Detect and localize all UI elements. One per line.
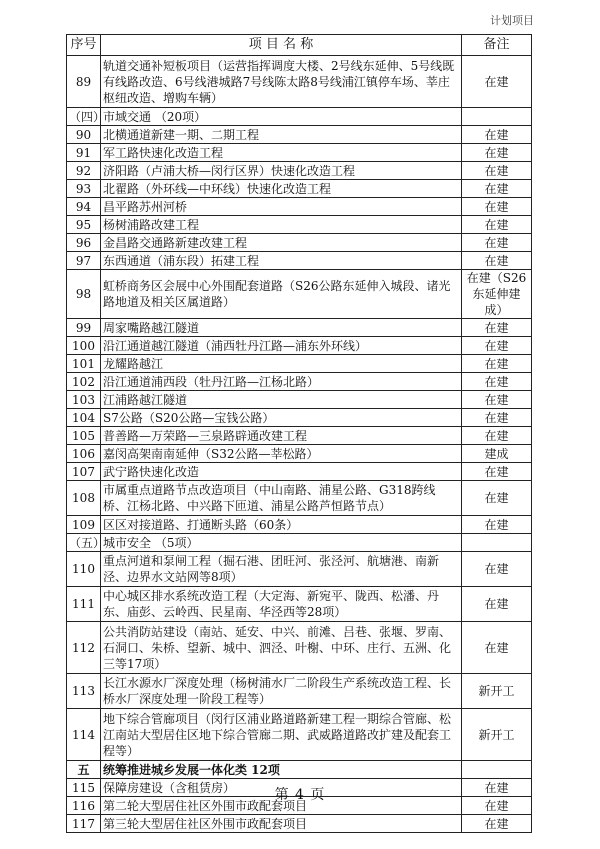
table-row: [67, 427, 532, 445]
row-item: 嘉闵高架南南延伸（S32公路—莘松路）: [101, 445, 462, 463]
row-note: 在建（S26东延伸建成）: [462, 270, 532, 319]
row-note: 在建: [462, 126, 532, 144]
row-item: 武宁路快速化改造: [101, 463, 462, 481]
row-note: 新开工: [462, 674, 532, 709]
row-number: 98: [67, 270, 101, 319]
row-note: 在建: [462, 409, 532, 427]
row-note: 在建: [462, 622, 532, 674]
row-number: 116: [67, 797, 101, 815]
row-item: 统筹推进城乡发展一体化类 12项: [101, 761, 462, 779]
row-number: 102: [67, 373, 101, 391]
table-row: [67, 198, 532, 216]
row-number: 111: [67, 587, 101, 622]
table-row: [67, 355, 532, 373]
row-number: 94: [67, 198, 101, 216]
row-item: 沿江通道越江隧道（浦西牡丹江路—浦东外环线）: [101, 337, 462, 355]
table-row: [67, 552, 532, 587]
row-note: 在建: [462, 56, 532, 108]
row-number: 101: [67, 355, 101, 373]
row-note: 在建: [462, 355, 532, 373]
table-row: [67, 216, 532, 234]
row-number: 90: [67, 126, 101, 144]
row-number: 96: [67, 234, 101, 252]
row-item: 济阳路（卢浦大桥—闵行区界）快速化改造工程: [101, 162, 462, 180]
page-number: 第 4 页: [274, 787, 326, 803]
row-number: 107: [67, 463, 101, 481]
project-table: [66, 34, 532, 833]
row-item: 杨树浦路改建工程: [101, 216, 462, 234]
row-note: 在建: [462, 162, 532, 180]
table-row: [67, 144, 532, 162]
row-item: 城市安全 （5项）: [101, 534, 462, 552]
header-item: 项 目 名 称: [101, 35, 462, 56]
row-number: 106: [67, 445, 101, 463]
table-row: [67, 534, 532, 552]
row-number: 93: [67, 180, 101, 198]
row-note: 在建: [462, 815, 532, 833]
row-note: 在建: [462, 144, 532, 162]
row-number: 112: [67, 622, 101, 674]
row-note: 在建: [462, 373, 532, 391]
row-note: 在建: [462, 234, 532, 252]
row-note: 在建: [462, 779, 532, 797]
row-note: 在建: [462, 391, 532, 409]
row-number: 100: [67, 337, 101, 355]
table-row: [67, 270, 532, 319]
row-number: （五）: [67, 534, 101, 552]
table-row: [67, 815, 532, 833]
row-note: 在建: [462, 516, 532, 534]
row-note: 在建: [462, 481, 532, 516]
row-number: 113: [67, 674, 101, 709]
row-item: 昌平路苏州河桥: [101, 198, 462, 216]
table-row: [67, 234, 532, 252]
table-row: [67, 761, 532, 779]
table-body: [67, 56, 532, 833]
row-number: 110: [67, 552, 101, 587]
table-row: [67, 180, 532, 198]
row-note: [462, 108, 532, 126]
table-row: [67, 126, 532, 144]
row-item: 地下综合管廊项目（闵行区浦业路道路新建工程一期综合管廊、松江南站大型居住区地下综合管廊二期、武威路道路改扩建及配套工程等）: [101, 709, 462, 761]
row-number: 99: [67, 319, 101, 337]
table-row: [67, 319, 532, 337]
row-number: （四）: [67, 108, 101, 126]
row-number: 115: [67, 779, 101, 797]
row-item: 区区对接道路、打通断头路（60条）: [101, 516, 462, 534]
row-note: 在建: [462, 463, 532, 481]
row-item: 虹桥商务区会展中心外围配套道路（S26公路东延伸入城段、诸光路地道及相关区属道路）: [101, 270, 462, 319]
row-item: 重点河道和泵闸工程（掘石港、团旺河、张泾河、航塘港、南新泾、边界水文站网等8项）: [101, 552, 462, 587]
row-number: 109: [67, 516, 101, 534]
table-row: [67, 162, 532, 180]
row-item: 北横通道新建一期、二期工程: [101, 126, 462, 144]
table-row: [67, 391, 532, 409]
row-number: 97: [67, 252, 101, 270]
row-number: 89: [67, 56, 101, 108]
row-number: 114: [67, 709, 101, 761]
row-item: 市域交通 （20项）: [101, 108, 462, 126]
table-row: [67, 445, 532, 463]
row-number: 92: [67, 162, 101, 180]
table-row: [67, 409, 532, 427]
row-item: 中心城区排水系统改造工程（大定海、新宛平、陇西、松潘、丹东、庙彭、云岭西、民星南、华泾西等28项）: [101, 587, 462, 622]
row-item: S7公路（S20公路—宝钱公路）: [101, 409, 462, 427]
table-row: [67, 516, 532, 534]
row-item: 第二轮大型居住社区外围市政配套项目: [101, 797, 462, 815]
row-note: 在建: [462, 427, 532, 445]
row-note: [462, 534, 532, 552]
row-item: 轨道交通补短板项目（运营指挥调度大楼、2号线东延伸、5号线既有线路改造、6号线港城路7号线陈太路8号线浦江镇停车场、莘庄枢纽改造、增购车辆）: [101, 56, 462, 108]
header-no: 序号: [67, 35, 101, 56]
table-row: [67, 373, 532, 391]
row-number: 五: [67, 761, 101, 779]
row-note: 在建: [462, 337, 532, 355]
row-item: 周家嘴路越江隧道: [101, 319, 462, 337]
row-item: 军工路快速化改造工程: [101, 144, 462, 162]
table-row: [67, 108, 532, 126]
row-note: [462, 761, 532, 779]
row-item: 东西通道（浦东段）拓建工程: [101, 252, 462, 270]
header-note: 备注: [462, 35, 532, 56]
row-number: 104: [67, 409, 101, 427]
table-row: [67, 709, 532, 761]
row-number: 105: [67, 427, 101, 445]
row-note: 在建: [462, 552, 532, 587]
row-number: 117: [67, 815, 101, 833]
row-item: 市属重点道路节点改造项目（中山南路、浦星公路、G318跨线桥、江杨北路、中兴路下匝道、浦星公路芦恒路节点）: [101, 481, 462, 516]
row-item: 北翟路（外环线—中环线）快速化改造工程: [101, 180, 462, 198]
row-note: 在建: [462, 587, 532, 622]
row-item: 金昌路交通路新建改建工程: [101, 234, 462, 252]
row-note: 在建: [462, 252, 532, 270]
row-note: 新开工: [462, 709, 532, 761]
row-item: 保障房建设（含租赁房）: [101, 779, 462, 797]
row-number: 91: [67, 144, 101, 162]
table-row: [67, 56, 532, 108]
row-note: 在建: [462, 797, 532, 815]
table-row: [67, 463, 532, 481]
row-item: 长江水源水厂深度处理（杨树浦水厂二阶段生产系统改造工程、长桥水厂深度处理一阶段工程等）: [101, 674, 462, 709]
table-row: [67, 252, 532, 270]
row-item: 沿江通道浦西段（牡丹江路—江杨北路）: [101, 373, 462, 391]
row-number: 95: [67, 216, 101, 234]
row-number: 108: [67, 481, 101, 516]
row-item: 第三轮大型居住社区外围市政配套项目: [101, 815, 462, 833]
row-note: 建成: [462, 445, 532, 463]
row-note: 在建: [462, 198, 532, 216]
row-note: 在建: [462, 319, 532, 337]
row-note: 在建: [462, 180, 532, 198]
table-row: [67, 481, 532, 516]
table-row: [67, 622, 532, 674]
table-header-row: [67, 35, 532, 56]
row-item: 江浦路越江隧道: [101, 391, 462, 409]
row-item: 普善路—万荣路—三泉路辟通改建工程: [101, 427, 462, 445]
row-item: 龙耀路越江: [101, 355, 462, 373]
row-note: 在建: [462, 216, 532, 234]
row-number: 103: [67, 391, 101, 409]
table-row: [67, 674, 532, 709]
row-item: 公共消防站建设（南站、延安、中兴、前滩、吕巷、张堰、罗南、石洞口、朱桥、望新、城中、泗泾、叶榭、中环、庄行、五洲、化三等17项）: [101, 622, 462, 674]
table-row: [67, 587, 532, 622]
table-row: [67, 337, 532, 355]
corner-header-text: 计划项目: [490, 14, 534, 27]
